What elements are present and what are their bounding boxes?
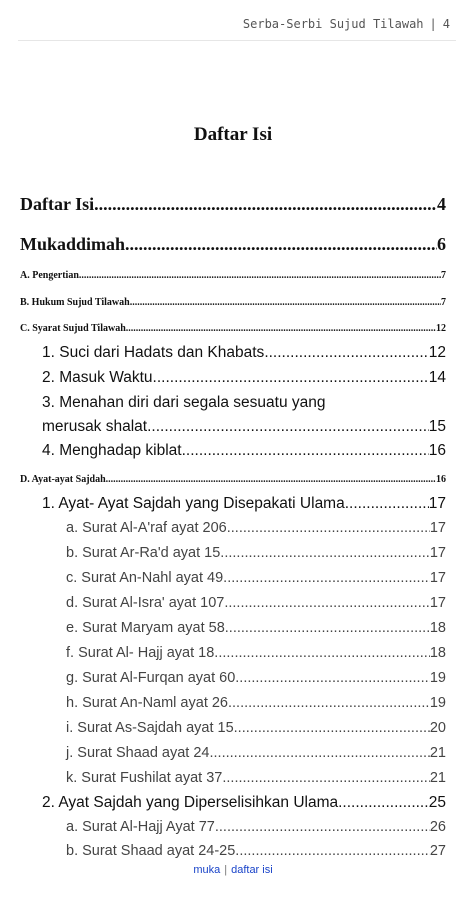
toc-leader-dots bbox=[235, 670, 430, 686]
toc-entry-label: a. Surat Al-A'raf ayat 206 bbox=[66, 520, 227, 536]
toc-entry-label: 2. Ayat Sajdah yang Diperselisihkan Ulama bbox=[42, 794, 339, 811]
toc-entry-menahan-diri-line1[interactable]: 3. Menahan diri dari segala sesuatu yang bbox=[42, 394, 326, 411]
toc-entry-daftar-isi[interactable] bbox=[20, 194, 446, 215]
page-footer-nav bbox=[0, 864, 466, 876]
muka-link[interactable]: muka bbox=[193, 864, 221, 876]
toc-leader-dots bbox=[125, 234, 437, 255]
toc-leader-dots bbox=[214, 645, 430, 661]
toc-entry-page: 12 bbox=[436, 323, 446, 334]
toc-entry-an-nahl[interactable] bbox=[66, 570, 446, 586]
toc-entry-page: 25 bbox=[428, 794, 446, 811]
toc-entry-page: 18 bbox=[429, 620, 446, 636]
toc-leader-dots bbox=[338, 794, 429, 812]
toc-leader-dots bbox=[126, 323, 436, 334]
toc-leader-dots bbox=[106, 474, 436, 485]
toc-entry-mukaddimah[interactable] bbox=[20, 234, 446, 255]
toc-title: Daftar Isi bbox=[193, 124, 273, 145]
toc-entry-page: 17 bbox=[428, 495, 446, 512]
toc-entry-page: 16 bbox=[428, 442, 446, 459]
toc-entry-label: h. Surat An-Naml ayat 26 bbox=[66, 695, 228, 711]
toc-leader-dots bbox=[225, 620, 430, 636]
toc-entry-label: B. Hukum Sujud Tilawah bbox=[20, 297, 130, 308]
toc-entry-label: A. Pengertian bbox=[20, 270, 79, 281]
toc-entry-masuk-waktu[interactable] bbox=[42, 369, 446, 387]
toc-leader-dots bbox=[234, 720, 430, 736]
toc-entry-shaad-24-25[interactable] bbox=[66, 843, 446, 859]
header-book-title: Serba-Serbi Sujud Tilawah bbox=[242, 17, 424, 31]
toc-entry-label: 4. Menghadap kiblat bbox=[42, 442, 182, 459]
toc-entry-page: 12 bbox=[428, 344, 446, 361]
toc-entry-label: 2. Masuk Waktu bbox=[42, 369, 153, 386]
toc-entry-page: 17 bbox=[429, 595, 446, 611]
toc-entry-page: 4 bbox=[437, 194, 446, 214]
toc-entry-menghadap-kiblat[interactable] bbox=[42, 442, 446, 460]
toc-leader-dots bbox=[227, 520, 430, 536]
toc-leader-dots bbox=[345, 495, 429, 513]
toc-entry-an-naml[interactable] bbox=[66, 695, 446, 711]
toc-leader-dots bbox=[153, 369, 429, 387]
toc-entry-al-isra[interactable] bbox=[66, 595, 446, 611]
toc-entry-suci-dari-hadats[interactable] bbox=[42, 344, 446, 362]
toc-entry-label: C. Syarat Sujud Tilawah bbox=[20, 323, 126, 334]
toc-entry-label: f. Surat Al- Hajj ayat 18 bbox=[66, 645, 215, 661]
toc-entry-label: b. Surat Shaad ayat 24-25 bbox=[66, 843, 236, 859]
toc-entry-label: b. Surat Ar-Ra'd ayat 15 bbox=[66, 545, 221, 561]
toc-entry-page: 15 bbox=[428, 418, 446, 435]
toc-entry-label: Daftar Isi bbox=[20, 194, 95, 214]
toc-leader-dots bbox=[130, 297, 441, 308]
toc-entry-label: a. Surat Al-Hajj Ayat 77 bbox=[66, 819, 215, 835]
toc-leader-dots bbox=[228, 695, 430, 711]
toc-entry-page: 7 bbox=[441, 270, 446, 281]
toc-entry-fushilat[interactable] bbox=[66, 770, 446, 786]
toc-entry-page: 21 bbox=[429, 745, 446, 761]
toc-leader-dots bbox=[79, 270, 441, 281]
header-page-number: 4 bbox=[442, 17, 450, 31]
toc-leader-dots bbox=[210, 745, 430, 761]
toc-entry-pengertian[interactable] bbox=[20, 270, 446, 281]
toc-entry-label: k. Surat Fushilat ayat 37 bbox=[66, 770, 223, 786]
toc-entry-label: d. Surat Al-Isra' ayat 107 bbox=[66, 595, 225, 611]
toc-entry-label: g. Surat Al-Furqan ayat 60 bbox=[66, 670, 236, 686]
toc-entry-label: j. Surat Shaad ayat 24 bbox=[66, 745, 210, 761]
running-header bbox=[243, 14, 450, 34]
toc-entry-al-araf[interactable] bbox=[66, 520, 446, 536]
toc-entry-label: merusak shalat bbox=[42, 418, 148, 435]
toc-entry-ayat-diperselisihkan[interactable] bbox=[42, 794, 446, 812]
toc-leader-dots bbox=[224, 595, 430, 611]
toc-entry-label: D. Ayat-ayat Sajdah bbox=[20, 474, 106, 485]
toc-entry-maryam[interactable] bbox=[66, 620, 446, 636]
toc-entry-page: 14 bbox=[428, 369, 446, 386]
toc-entry-page: 18 bbox=[429, 645, 446, 661]
toc-entry-page: 20 bbox=[429, 720, 446, 736]
toc-entry-menahan-diri[interactable] bbox=[42, 418, 446, 436]
toc-entry-page: 27 bbox=[429, 843, 446, 859]
header-divider bbox=[18, 40, 456, 41]
toc-leader-dots bbox=[220, 545, 430, 561]
header-separator: | bbox=[429, 17, 437, 31]
toc-leader-dots bbox=[182, 442, 429, 460]
toc-entry-shaad-24[interactable] bbox=[66, 745, 446, 761]
toc-entry-ayat-disepakati[interactable] bbox=[42, 495, 446, 513]
toc-entry-label: e. Surat Maryam ayat 58 bbox=[66, 620, 225, 636]
toc-leader-dots bbox=[264, 344, 428, 362]
toc-entry-syarat-sujud-tilawah[interactable] bbox=[20, 323, 446, 334]
toc-entry-page: 19 bbox=[429, 670, 446, 686]
toc-leader-dots bbox=[215, 819, 430, 835]
toc-entry-label: 1. Ayat- Ayat Sajdah yang Disepakati Ulama bbox=[42, 495, 345, 512]
toc-entry-label: 1. Suci dari Hadats dan Khabats bbox=[42, 344, 265, 361]
toc-entry-ayat-ayat-sajdah[interactable] bbox=[20, 474, 446, 485]
toc-entry-page: 21 bbox=[429, 770, 446, 786]
toc-leader-dots bbox=[222, 770, 430, 786]
toc-entry-page: 26 bbox=[429, 819, 446, 835]
toc-entry-ar-rad[interactable] bbox=[66, 545, 446, 561]
toc-leader-dots bbox=[223, 570, 430, 586]
toc-entry-page: 6 bbox=[437, 234, 446, 254]
toc-entry-page: 17 bbox=[429, 570, 446, 586]
toc-entry-label: Mukaddimah bbox=[20, 234, 126, 254]
toc-leader-dots bbox=[235, 843, 430, 859]
toc-entry-hukum-sujud-tilawah[interactable] bbox=[20, 297, 446, 308]
toc-entry-page: 19 bbox=[429, 695, 446, 711]
daftar-isi-link[interactable]: daftar isi bbox=[231, 864, 273, 876]
toc-entry-al-hajj-18[interactable] bbox=[66, 645, 446, 661]
toc-entry-label: c. Surat An-Nahl ayat 49 bbox=[66, 570, 224, 586]
toc-entry-as-sajdah[interactable] bbox=[66, 720, 446, 736]
toc-leader-dots bbox=[94, 194, 437, 215]
toc-leader-dots bbox=[147, 418, 429, 436]
toc-entry-page: 16 bbox=[436, 474, 446, 485]
toc-entry-page: 17 bbox=[429, 520, 446, 536]
footer-separator: | bbox=[224, 864, 228, 876]
toc-entry-page: 7 bbox=[441, 297, 446, 308]
toc-entry-al-hajj-77[interactable] bbox=[66, 819, 446, 835]
toc-entry-label: i. Surat As-Sajdah ayat 15 bbox=[66, 720, 234, 736]
toc-entry-al-furqan[interactable] bbox=[66, 670, 446, 686]
toc-entry-page: 17 bbox=[429, 545, 446, 561]
